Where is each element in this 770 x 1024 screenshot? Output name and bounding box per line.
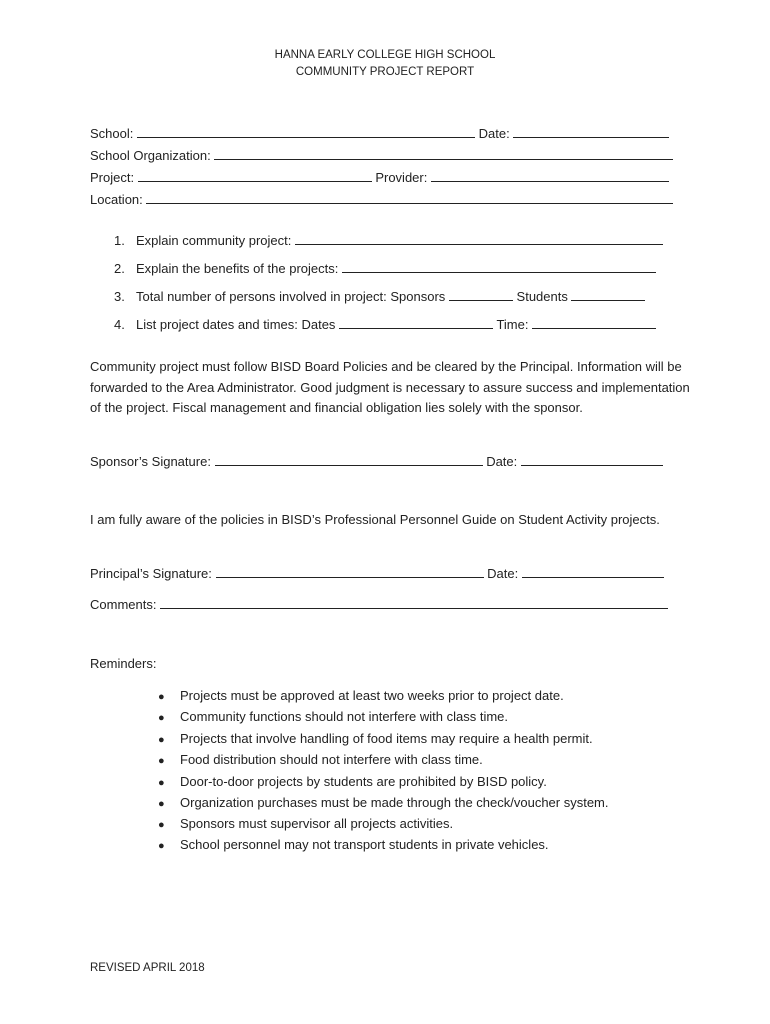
school-name-heading: HANNA EARLY COLLEGE HIGH SCHOOL	[274, 49, 496, 61]
reminder-item	[158, 796, 609, 810]
project-label: Project:	[90, 170, 135, 185]
students-count-input-line[interactable]	[571, 288, 645, 301]
bullet-icon: ●	[158, 798, 165, 810]
date-label: Date:	[478, 126, 510, 141]
reminder-item	[158, 732, 593, 746]
reminder-text: Projects that involve handling of food items may require a health permit.	[180, 731, 593, 746]
question-3	[114, 288, 645, 303]
school-field-row	[90, 125, 669, 140]
revision-note: REVISED APRIL 2018	[90, 962, 205, 974]
principal-date-line[interactable]	[522, 565, 664, 578]
date-input-line[interactable]	[513, 125, 669, 138]
question-1	[114, 232, 663, 247]
reminder-item	[158, 710, 508, 724]
time-label: Time:	[496, 317, 529, 332]
question-2	[114, 260, 656, 275]
reminder-item	[158, 817, 453, 831]
project-input-line[interactable]	[138, 169, 372, 182]
organization-input-line[interactable]	[214, 147, 673, 160]
comments-label: Comments:	[90, 597, 157, 612]
reminder-text: Sponsors must supervisor all projects activities.	[180, 816, 454, 831]
question-number: 1.	[114, 233, 125, 248]
students-label: Students	[516, 289, 568, 304]
principal-date-label: Date:	[487, 566, 519, 581]
bullet-icon: ●	[158, 691, 165, 703]
reminder-text: Door-to-door projects by students are prohibited by BISD policy.	[180, 774, 547, 789]
sponsor-date-label: Date:	[486, 454, 518, 469]
bullet-icon: ●	[158, 819, 165, 831]
provider-input-line[interactable]	[431, 169, 669, 182]
reminder-item	[158, 838, 549, 852]
location-input-line[interactable]	[146, 191, 673, 204]
principal-signature-label: Principal’s Signature:	[90, 566, 212, 581]
organization-field-row	[90, 147, 673, 162]
policy-paragraph: Community project must follow BISD Board Policies and be cleared by the Principal. Information will be forwarded to the Area Administrator. Good judgment is necessary to assure success and implementation of the project. Fiscal management and financial obligation lies solely with the sponsor.	[90, 359, 690, 415]
reminder-text: School personnel may not transport students in private vehicles.	[180, 837, 549, 852]
question-text: List project dates and times: Dates	[136, 317, 336, 332]
form-title: COMMUNITY PROJECT REPORT	[295, 66, 475, 78]
comments-row	[90, 596, 668, 611]
question-2-input-line[interactable]	[342, 260, 656, 273]
question-text: Explain the benefits of the projects:	[136, 261, 339, 276]
question-number: 3.	[114, 289, 125, 304]
question-number: 4.	[114, 317, 125, 332]
reminder-item	[158, 753, 483, 767]
sponsors-count-input-line[interactable]	[449, 288, 513, 301]
sponsor-signature-line[interactable]	[215, 453, 483, 466]
reminders-heading: Reminders:	[90, 656, 157, 671]
awareness-paragraph: I am fully aware of the policies in BISD’s Professional Personnel Guide on Student Activity projects.	[90, 512, 660, 527]
principal-signature-line[interactable]	[216, 565, 484, 578]
organization-label: School Organization:	[90, 148, 211, 163]
reminder-text: Food distribution should not interfere with class time.	[180, 752, 483, 767]
bullet-icon: ●	[158, 712, 165, 724]
principal-signature-row	[90, 565, 664, 580]
location-field-row	[90, 191, 673, 206]
question-1-input-line[interactable]	[295, 232, 663, 245]
comments-input-line[interactable]	[160, 596, 668, 609]
sponsor-date-line[interactable]	[521, 453, 663, 466]
reminder-text: Organization purchases must be made through the check/voucher system.	[180, 795, 609, 810]
bullet-icon: ●	[158, 734, 165, 746]
reminder-text: Community functions should not interfere with class time.	[180, 709, 509, 724]
question-number: 2.	[114, 261, 125, 276]
sponsor-signature-label: Sponsor’s Signature:	[90, 454, 211, 469]
sponsor-signature-row	[90, 453, 663, 468]
school-label: School:	[90, 126, 134, 141]
project-field-row	[90, 169, 669, 184]
bullet-icon: ●	[158, 840, 165, 852]
provider-label: Provider:	[375, 170, 428, 185]
question-text: Explain community project:	[136, 233, 292, 248]
question-text: Total number of persons involved in project: Sponsors	[136, 289, 446, 304]
reminder-text: Projects must be approved at least two weeks prior to project date.	[180, 688, 564, 703]
time-input-line[interactable]	[532, 316, 656, 329]
reminder-item	[158, 689, 564, 703]
bullet-icon: ●	[158, 777, 165, 789]
dates-input-line[interactable]	[339, 316, 493, 329]
school-input-line[interactable]	[137, 125, 475, 138]
bullet-icon: ●	[158, 755, 165, 767]
reminder-item	[158, 775, 547, 789]
question-4	[114, 316, 656, 331]
location-label: Location:	[90, 192, 143, 207]
